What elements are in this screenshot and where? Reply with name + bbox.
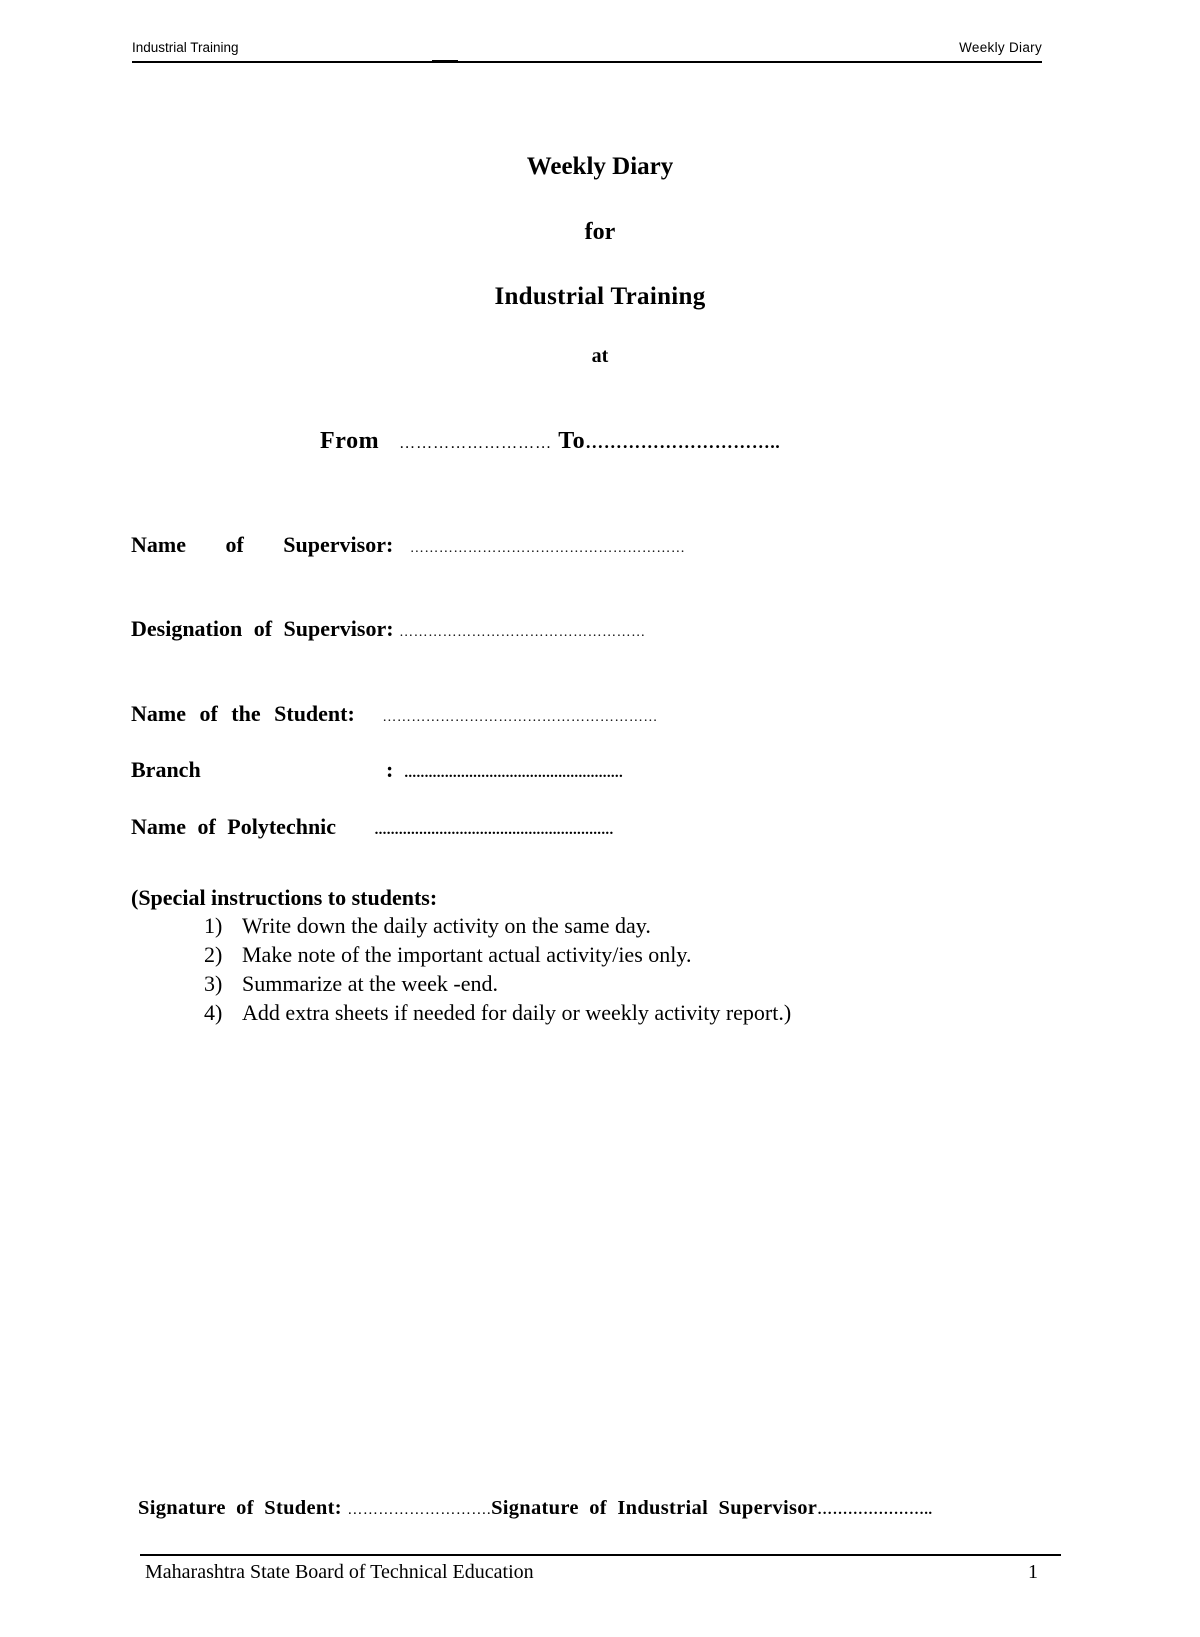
supervisor-designation-label: Designation of Supervisor: (131, 616, 394, 641)
branch-blank[interactable]: ...................................................... (404, 765, 624, 781)
page-number: 1 (1028, 1561, 1038, 1583)
instruction-item: 2) Make note of the important actual activity/ies only. (204, 942, 692, 967)
supervisor-name-field (131, 532, 685, 558)
to-label: To (558, 428, 586, 454)
supervisor-designation-field (131, 616, 646, 642)
signature-line (138, 1497, 932, 1520)
polytechnic-label: Name of Polytechnic (131, 814, 337, 839)
supervisor-signature-label: Signature of Industrial Supervisor (491, 1497, 818, 1519)
header-rule-mark (432, 60, 458, 61)
supervisor-name-blank[interactable]: ………………………………………………… (409, 541, 686, 556)
polytechnic-blank[interactable]: ........................................................... (374, 822, 614, 838)
instruction-item: 3) Summarize at the week -end. (204, 971, 498, 996)
from-blank[interactable]: ……………………… (399, 435, 553, 452)
student-name-blank[interactable]: ………………………………………………… (382, 710, 658, 725)
student-name-field (131, 701, 658, 727)
student-signature-blank[interactable]: ………………………. (347, 1502, 492, 1518)
student-signature-label: Signature of Student: (138, 1497, 342, 1519)
header-rule (132, 61, 1042, 63)
polytechnic-field (131, 814, 614, 840)
supervisor-name-label: Name of Supervisor: (131, 532, 394, 557)
supervisor-designation-blank[interactable]: …………………………………………… (399, 625, 646, 640)
supervisor-signature-blank[interactable]: ………………….. (817, 1502, 933, 1518)
student-name-label: Name of the Student: (131, 701, 355, 726)
branch-separator: : (386, 757, 394, 782)
branch-field (131, 757, 623, 783)
title-industrial-training: Industrial Training (494, 283, 706, 310)
title-at: at (591, 345, 609, 367)
branch-label: Branch (131, 757, 201, 782)
period-line (320, 428, 780, 455)
header-left-text: Industrial Training (132, 40, 239, 55)
title-for: for (584, 219, 616, 245)
instructions-list (204, 911, 791, 1027)
footer-rule (140, 1554, 1061, 1556)
footer-organization: Maharashtra State Board of Technical Education (145, 1561, 534, 1583)
header-right-text: Weekly Diary (959, 40, 1042, 55)
from-label: From (320, 428, 380, 454)
instructions-heading: (Special instructions to students: (131, 885, 438, 910)
to-blank[interactable]: ………………………….. (585, 432, 781, 452)
instruction-item: 4) Add extra sheets if needed for daily or weekly activity report.) (204, 1000, 792, 1025)
instruction-item: 1) Write down the daily activity on the same day. (204, 913, 651, 938)
title-weekly-diary: Weekly Diary (526, 153, 674, 180)
